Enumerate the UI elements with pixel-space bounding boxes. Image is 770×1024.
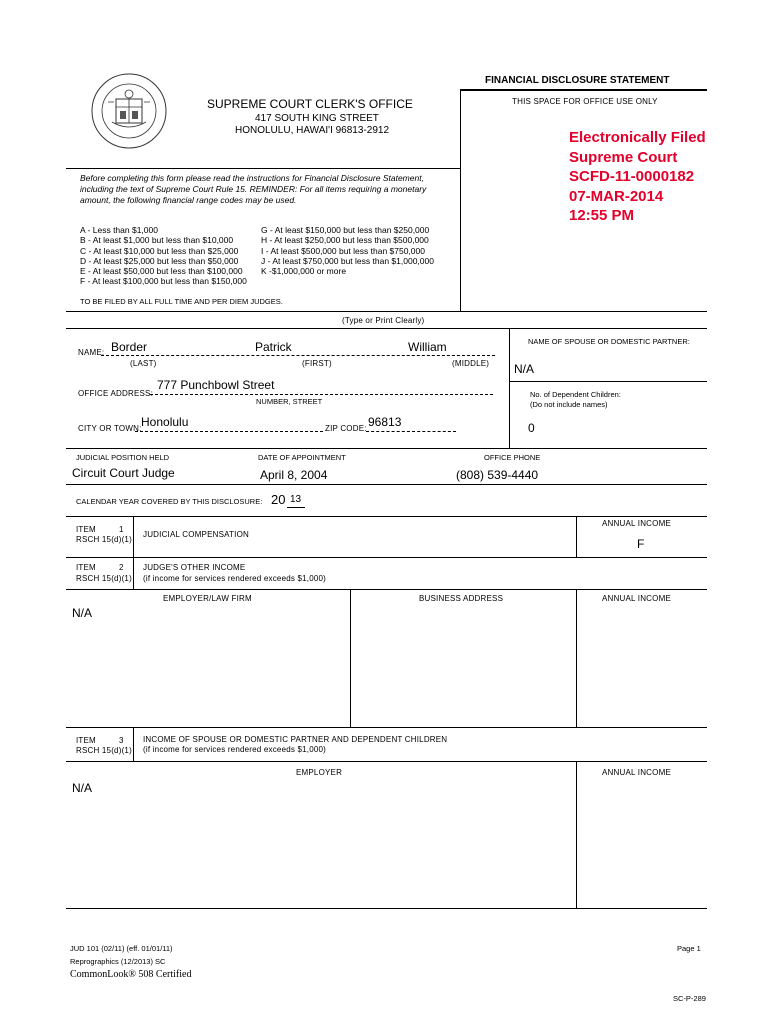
code-a: A - Less than $1,000 [80, 225, 158, 235]
office-address-line1: 417 SOUTH KING STREET [255, 113, 379, 124]
item2-label: ITEM [76, 563, 96, 572]
address-underline [150, 394, 493, 395]
item3-rsch: RSCH 15(d)(1) [76, 746, 132, 755]
rule-8 [66, 727, 707, 728]
stamp-line2: Supreme Court [569, 148, 678, 166]
code-i: I - At least $500,000 but less than $750,000 [261, 245, 425, 256]
form-code: SC-P-289 [673, 994, 706, 1003]
office-use-label: THIS SPACE FOR OFFICE USE ONLY [512, 97, 658, 106]
item2-employer-field[interactable]: N/A [72, 606, 93, 620]
last-name-caption: (LAST) [130, 359, 157, 368]
instructions [80, 173, 426, 206]
instructions-line3: amount, the following financial range codes may be used. [80, 195, 297, 205]
item1-income-field[interactable]: F [637, 537, 645, 551]
city-field[interactable]: Honolulu [141, 415, 189, 429]
spouse-field[interactable]: N/A [514, 362, 535, 376]
filed-by-note: TO BE FILED BY ALL FULL TIME AND PER DIEM JUDGES. [80, 297, 283, 306]
item1-income-divider [576, 516, 577, 557]
footer-jud: JUD 101 (02/11) (eff. 01/01/11) [70, 944, 173, 953]
name-label: NAME: [78, 348, 105, 357]
item1-income-label: ANNUAL INCOME [602, 519, 671, 528]
item2-col-divider-2 [576, 589, 577, 727]
form-title: FINANCIAL DISCLOSURE STATEMENT [485, 75, 670, 86]
stamp-line3: SCFD-11-0000182 [569, 168, 695, 185]
item1-number: 1 [119, 525, 124, 534]
court-seal [90, 72, 168, 150]
dependents-label [530, 390, 621, 410]
rule-5 [66, 516, 707, 517]
rule-10 [66, 908, 707, 909]
rule-1 [66, 311, 707, 312]
filing-stamp [569, 128, 709, 226]
item2-col-address: BUSINESS ADDRESS [419, 594, 504, 603]
office-address-line2: HONOLULU, HAWAI'I 96813-2912 [235, 125, 390, 136]
code-b: B - At least $1,000 but less than $10,000 [80, 235, 234, 246]
item3-label: ITEM [76, 736, 96, 745]
rule-3 [66, 448, 707, 449]
code-g: G - At least $150,000 but less than $250,000 [261, 225, 430, 235]
stamp-line4: 07-MAR-2014 [569, 187, 664, 205]
appointment-label: DATE OF APPOINTMENT [258, 453, 346, 462]
item3-col-employer: EMPLOYER [296, 768, 343, 777]
first-name-caption: (FIRST) [302, 359, 332, 368]
office-address-label: OFFICE ADDRESS: [78, 389, 154, 398]
item2-rsch: RSCH 15(d)(1) [76, 574, 132, 583]
code-c: C - At least $10,000 but less than $25,000 [80, 245, 239, 256]
phone-field[interactable]: (808) 539-4440 [456, 468, 539, 482]
last-name-field[interactable]: Border [111, 340, 148, 354]
spouse-rule [509, 381, 707, 382]
item1-divider [133, 516, 134, 557]
zip-label: ZIP CODE: [325, 424, 367, 433]
code-e: E - At least $50,000 but less than $100,000 [80, 266, 243, 277]
office-address-field[interactable]: 777 Punchbowl Street [157, 378, 275, 392]
item1-rsch: RSCH 15(d)(1) [76, 535, 132, 544]
zip-underline [366, 431, 456, 432]
appointment-field[interactable]: April 8, 2004 [260, 468, 328, 482]
position-field[interactable]: Circuit Court Judge [72, 466, 175, 480]
rule-7 [66, 589, 707, 590]
rule-2 [66, 328, 707, 329]
middle-name-field[interactable]: William [408, 340, 447, 354]
position-label: JUDICIAL POSITION HELD [76, 453, 170, 462]
zip-field[interactable]: 96813 [368, 415, 402, 429]
footer-repro: Reprographics (12/2013) SC [70, 957, 166, 966]
stamp-line5: 12:55 PM [569, 207, 635, 224]
year-suffix[interactable]: 13 [290, 494, 302, 505]
instructions-line1: Before completing this form please read the instructions for Financial Disclosure Statement, [80, 173, 424, 183]
footer-commonlook: CommonLook® 508 Certified [70, 969, 192, 980]
middle-name-caption: (MIDDLE) [452, 359, 490, 368]
code-f: F - At least $100,000 but less than $150,000 [80, 276, 247, 287]
rule-4 [66, 484, 707, 485]
code-k: K -$1,000,000 or more [261, 266, 347, 277]
item2-divider [133, 557, 134, 589]
item2-col-income: ANNUAL INCOME [602, 594, 671, 603]
code-j: J - At least $750,000 but less than $1,000,000 [261, 255, 434, 266]
item3-title: INCOME OF SPOUSE OR DOMESTIC PARTNER AND DEPENDENT CHILDREN [143, 735, 448, 744]
rule-6 [66, 557, 707, 558]
item2-number: 2 [119, 563, 124, 572]
header-rule [66, 168, 460, 169]
office-box-left [460, 89, 461, 311]
item3-divider [133, 727, 134, 761]
page-number: Page 1 [677, 944, 701, 953]
right-col-divider [509, 328, 510, 448]
range-codes-left [80, 225, 247, 287]
type-print-note: (Type or Print Clearly) [342, 316, 425, 325]
city-underline [135, 431, 323, 432]
year-underline [287, 507, 305, 508]
item3-employer-field[interactable]: N/A [72, 781, 93, 795]
item1-label: ITEM [76, 525, 96, 534]
address-caption: NUMBER, STREET [256, 397, 323, 406]
city-label: CITY OR TOWN: [78, 424, 142, 433]
item3-col-income: ANNUAL INCOME [602, 768, 671, 777]
header-divider [460, 89, 707, 91]
dependents-field[interactable]: 0 [528, 421, 535, 435]
instructions-line2: including the text of Supreme Court Rule 15. REMINDER: For all items requiring a monetary [80, 184, 427, 194]
item3-subtitle: (if income for services rendered exceeds $1,000) [143, 745, 327, 754]
code-d: D - At least $25,000 but less than $50,000 [80, 255, 239, 266]
dependents-label-line1: No. of Dependent Children: [530, 390, 621, 399]
item3-number: 3 [119, 736, 124, 745]
phone-label: OFFICE PHONE [484, 453, 541, 462]
year-label: CALENDAR YEAR COVERED BY THIS DISCLOSURE: [76, 497, 263, 506]
item2-col-employer: EMPLOYER/LAW FIRM [163, 594, 252, 603]
item2-col-divider-1 [350, 589, 351, 727]
dependents-label-line2: (Do not include names) [530, 400, 608, 409]
item1-title: JUDICIAL COMPENSATION [143, 530, 249, 539]
rule-9 [66, 761, 707, 762]
code-h: H - At least $250,000 but less than $500,000 [261, 235, 429, 246]
item3-col-divider [576, 761, 577, 908]
seal-icon [90, 72, 168, 150]
spouse-label: NAME OF SPOUSE OR DOMESTIC PARTNER: [528, 337, 690, 346]
stamp-line1: Electronically Filed [569, 129, 706, 146]
office-name: SUPREME COURT CLERK'S OFFICE [207, 97, 413, 111]
name-underline [101, 355, 495, 356]
year-prefix: 20 [271, 492, 286, 507]
first-name-field[interactable]: Patrick [255, 340, 292, 354]
item2-title: JUDGE'S OTHER INCOME [143, 563, 246, 572]
item2-subtitle: (if income for services rendered exceeds $1,000) [143, 574, 327, 583]
range-codes-right [261, 225, 434, 276]
